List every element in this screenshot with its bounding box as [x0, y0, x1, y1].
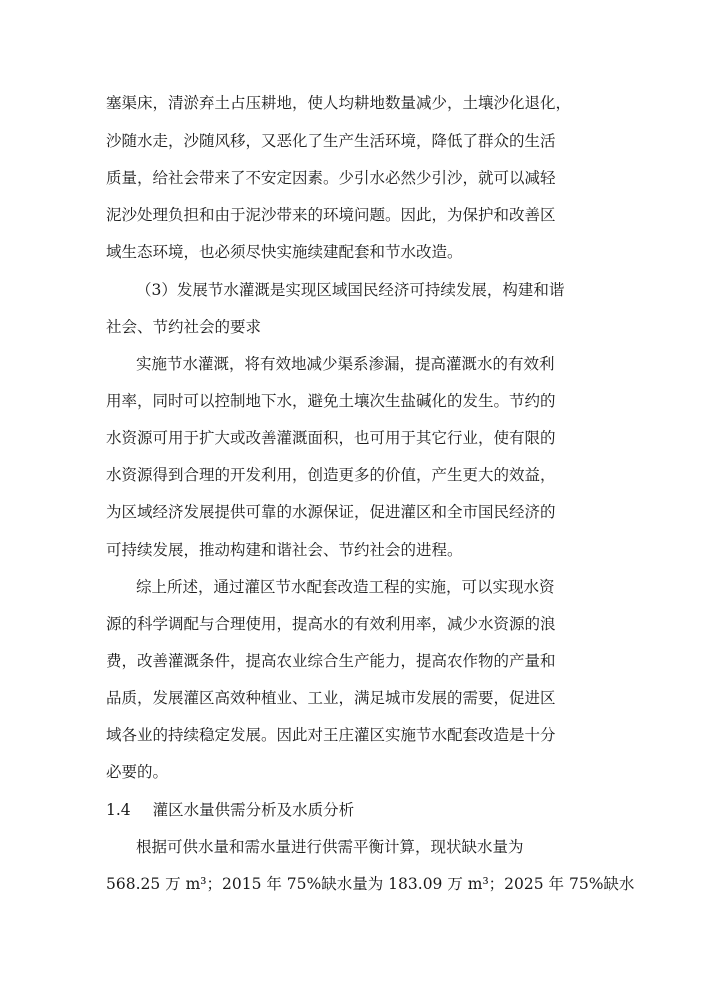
- paragraph-2-line-4: 水资源得到合理的开发利用，创造更多的价值，产生更大的效益，: [106, 466, 556, 484]
- paragraph-1-line-1: 塞渠床，清淤弃土占压耕地，使人均耕地数量减少，土壤沙化退化，: [106, 94, 572, 112]
- paragraph-3-line-2: 源的科学调配与合理使用，提高水的有效利用率，减少水资源的浪: [106, 615, 556, 633]
- paragraph-4-line-1: 根据可供水量和需水量进行供需平衡计算，现状缺水量为: [136, 838, 524, 856]
- paragraph-2-line-3: 水资源可用于扩大或改善灌溉面积，也可用于其它行业，使有限的: [106, 429, 556, 447]
- section-number: 1.4: [106, 801, 131, 819]
- paragraph-3-line-6: 必要的。: [106, 763, 169, 781]
- paragraph-3-line-4: 品质，发展灌区高效种植业、工业，满足城市发展的需要，促进区: [106, 689, 556, 707]
- paragraph-2-line-6: 可持续发展，推动构建和谐社会、节约社会的进程。: [106, 541, 463, 559]
- paragraph-1-line-3: 质量，给社会带来了不安定因素。少引水必然少引沙，就可以减轻: [106, 169, 556, 187]
- paragraph-3-line-3: 费，改善灌溉条件，提高农业综合生产能力，提高农作物的产量和: [106, 652, 556, 670]
- paragraph-4-line-2: 568.25 万 m³；2015 年 75%缺水量为 183.09 万 m³；2025 年 75%缺水: [106, 875, 635, 893]
- paragraph-1-line-5: 域生态环境，也必须尽快实施续建配套和节水改造。: [106, 243, 463, 261]
- subheading-3-line-2: 社会、节约社会的要求: [106, 318, 262, 336]
- paragraph-1-line-4: 泥沙处理负担和由于泥沙带来的环境问题。因此，为保护和改善区: [106, 206, 556, 224]
- paragraph-3-line-1: 综上所述，通过灌区节水配套改造工程的实施，可以实现水资: [136, 578, 555, 596]
- paragraph-1-line-2: 沙随水走，沙随风移，又恶化了生产生活环境，降低了群众的生活: [106, 132, 556, 150]
- subheading-3-line-1: （3）发展节水灌溉是实现区域国民经济可持续发展，构建和谐: [136, 281, 565, 299]
- section-heading: [106, 800, 354, 820]
- paragraph-2-line-2: 用率，同时可以控制地下水，避免土壤次生盐碱化的发生。节约的: [106, 392, 556, 410]
- section-title: 灌区水量供需分析及水质分析: [152, 801, 355, 819]
- paragraph-2-line-1: 实施节水灌溉，将有效地减少渠系渗漏，提高灌溉水的有效利: [136, 355, 555, 373]
- paragraph-2-line-5: 为区域经济发展提供可靠的水源保证，促进灌区和全市国民经济的: [106, 503, 556, 521]
- paragraph-3-line-5: 域各业的持续稳定发展。因此对王庄灌区实施节水配套改造是十分: [106, 726, 556, 744]
